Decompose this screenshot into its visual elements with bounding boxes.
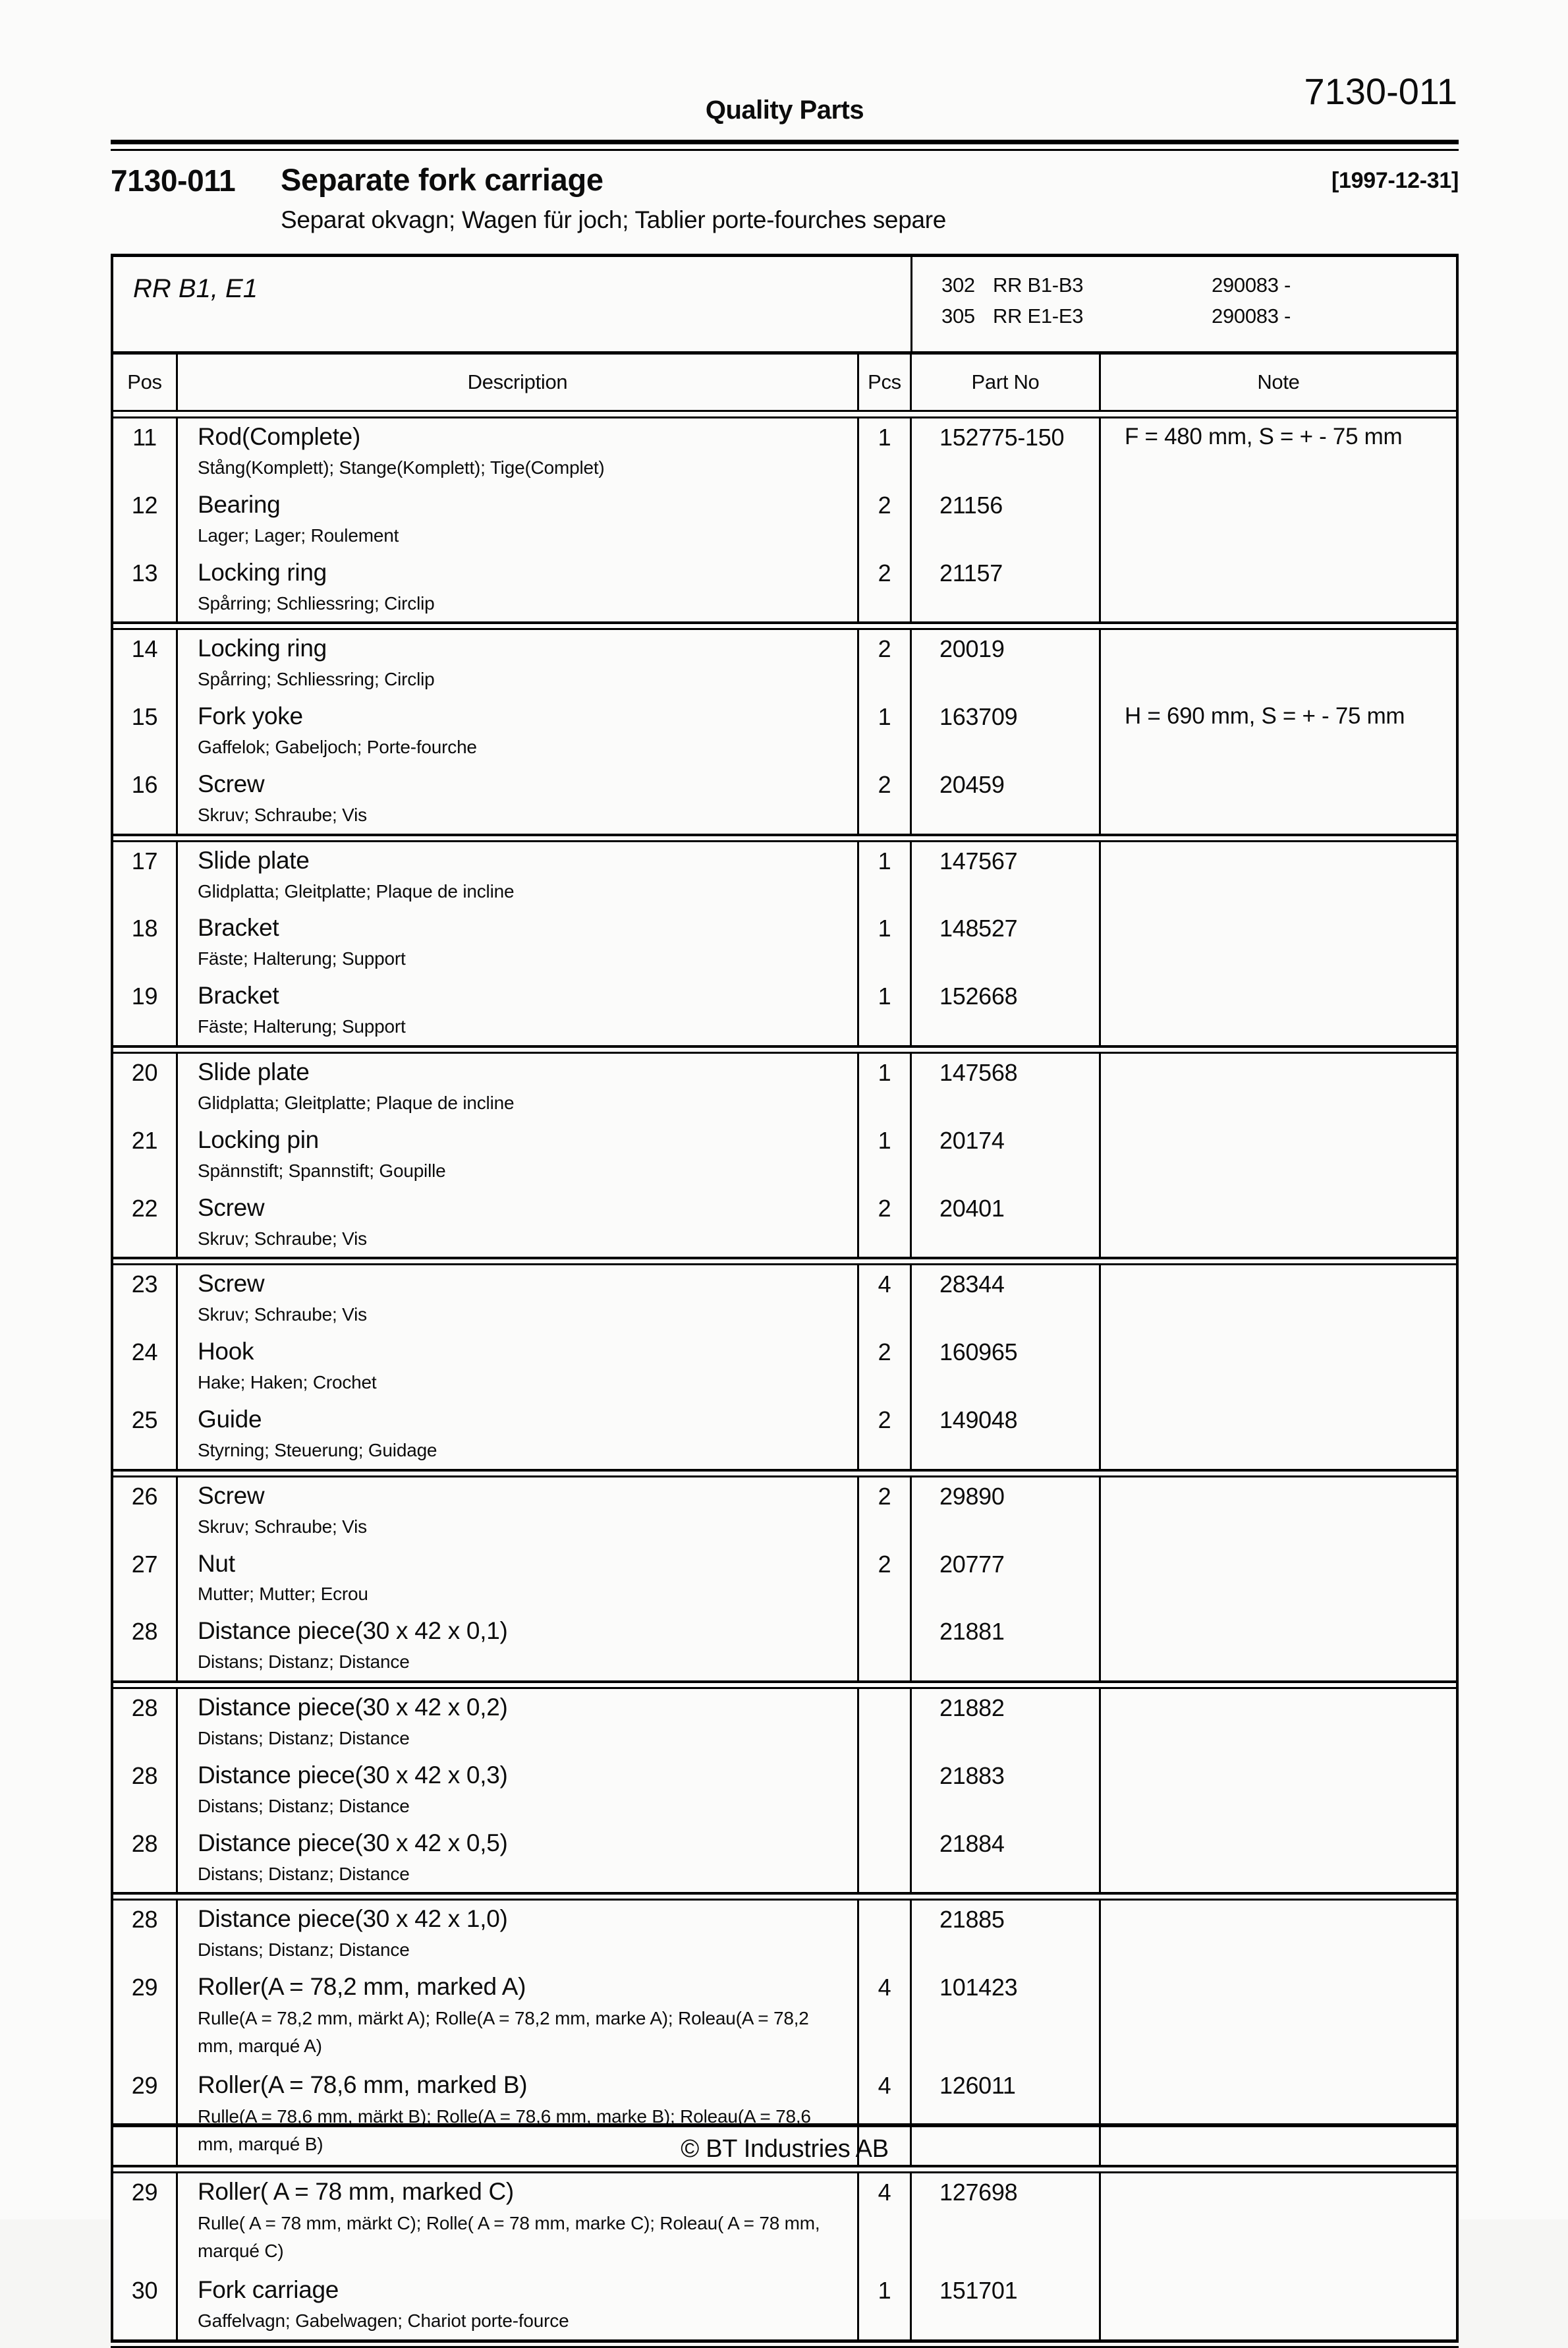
- pcs-cell: 2: [859, 486, 912, 554]
- pcs-cell: 4: [859, 2173, 912, 2272]
- desc-translations: Skruv; Schraube; Vis: [198, 1228, 367, 1249]
- pcs-cell: 1: [859, 1122, 912, 1189]
- note-cell: [1101, 1689, 1456, 1757]
- description-cell: [178, 2173, 859, 2272]
- description-cell: [178, 1545, 859, 1613]
- row-group: [113, 418, 1456, 621]
- pcs-cell: 4: [859, 1265, 912, 1333]
- table-row: [113, 418, 1456, 486]
- pos-cell: 28: [113, 1757, 178, 1825]
- description-cell: [178, 1901, 859, 1968]
- pcs-cell: 1: [859, 418, 912, 486]
- note-cell: [1101, 1054, 1456, 1122]
- part-no-cell: 21885: [912, 1901, 1101, 1968]
- pcs-cell: [859, 1689, 912, 1757]
- pcs-cell: 2: [859, 630, 912, 698]
- desc-translations: Skruv; Schraube; Vis: [198, 1304, 367, 1325]
- part-no-cell: 127698: [912, 2173, 1101, 2272]
- desc-title: Locking ring: [198, 635, 327, 662]
- part-no-cell: 20174: [912, 1122, 1101, 1189]
- description-cell: [178, 2272, 859, 2339]
- row-group: [113, 2173, 1456, 2339]
- note-cell: [1101, 1401, 1456, 1469]
- description-cell: [178, 1825, 859, 1893]
- note-cell: [1101, 766, 1456, 834]
- pcs-cell: [859, 1825, 912, 1893]
- pos-cell: 13: [113, 554, 178, 622]
- desc-title: Screw: [198, 1270, 265, 1298]
- row-group: [113, 1265, 1456, 1468]
- desc-translations: Skruv; Schraube; Vis: [198, 804, 367, 825]
- part-no-cell: 20459: [912, 766, 1101, 834]
- desc-title: Locking pin: [198, 1126, 319, 1153]
- desc-title: Bracket: [198, 982, 279, 1010]
- variant-serial: 290083 -: [1212, 304, 1291, 328]
- table-header-row: [113, 355, 1456, 410]
- header-pcs: Pcs: [859, 355, 912, 410]
- note-cell: [1101, 2173, 1456, 2272]
- pcs-cell: 2: [859, 554, 912, 622]
- desc-title: Roller( A = 78 mm, marked C): [198, 2178, 514, 2206]
- part-no-cell: 21882: [912, 1689, 1101, 1757]
- group-separator: [113, 1680, 1456, 1689]
- desc-title: Bearing: [198, 490, 281, 518]
- desc-translations: Distans; Distanz; Distance: [198, 1863, 410, 1884]
- table-row: [113, 1613, 1456, 1680]
- part-no-cell: 151701: [912, 2272, 1101, 2339]
- model-box: [113, 257, 1456, 355]
- pos-cell: 29: [113, 2067, 178, 2165]
- desc-title: Nut: [198, 1549, 235, 1577]
- desc-title: Guide: [198, 1405, 262, 1433]
- header-pos: Pos: [113, 355, 178, 410]
- model-box-right: [912, 257, 1456, 351]
- part-no-cell: 28344: [912, 1265, 1101, 1333]
- pcs-cell: [859, 1901, 912, 1968]
- pcs-cell: 1: [859, 1054, 912, 1122]
- pos-cell: 28: [113, 1613, 178, 1680]
- description-cell: [178, 766, 859, 834]
- masthead-rule-thick: [111, 140, 1459, 144]
- description-cell: [178, 1757, 859, 1825]
- pcs-cell: 1: [859, 2272, 912, 2339]
- part-no-cell: 20777: [912, 1545, 1101, 1613]
- group-separator: [113, 834, 1456, 842]
- note-cell: [1101, 554, 1456, 622]
- desc-title: Fork carriage: [198, 2276, 339, 2304]
- table-row: [113, 554, 1456, 622]
- model-name: RR B1, E1: [133, 274, 258, 303]
- desc-translations: Gaffelvagn; Gabelwagen; Chariot porte-fource: [198, 2310, 569, 2331]
- desc-title: Distance piece(30 x 42 x 0,5): [198, 1829, 508, 1856]
- desc-translations: Distans; Distanz; Distance: [198, 1795, 410, 1816]
- row-group: [113, 1689, 1456, 1892]
- note-cell: [1101, 1901, 1456, 1968]
- part-no-cell: 149048: [912, 1401, 1101, 1469]
- note-cell: [1101, 1477, 1456, 1545]
- table-row: [113, 1122, 1456, 1189]
- description-cell: [178, 554, 859, 622]
- desc-title: Fork yoke: [198, 702, 303, 730]
- variant-serial: 290083 -: [1212, 273, 1291, 297]
- note-cell: [1101, 630, 1456, 698]
- part-no-cell: 147567: [912, 842, 1101, 910]
- desc-translations: Glidplatta; Gleitplatte; Plaque de incline: [198, 880, 515, 902]
- masthead-rule-gap: [111, 144, 1459, 149]
- note-cell: [1101, 1265, 1456, 1333]
- row-group: [113, 1054, 1456, 1257]
- pcs-cell: 2: [859, 1477, 912, 1545]
- part-no-cell: 163709: [912, 698, 1101, 766]
- table-row: [113, 766, 1456, 834]
- part-no-cell: 21156: [912, 486, 1101, 554]
- pcs-cell: 2: [859, 1333, 912, 1401]
- variant-model: RR B1-B3: [993, 273, 1084, 297]
- part-no-cell: 152668: [912, 977, 1101, 1045]
- note-cell: [1101, 1757, 1456, 1825]
- pos-cell: 30: [113, 2272, 178, 2339]
- description-cell: [178, 1122, 859, 1189]
- pos-cell: 16: [113, 766, 178, 834]
- row-group: [113, 842, 1456, 1045]
- note-cell: [1101, 909, 1456, 977]
- pos-cell: 25: [113, 1401, 178, 1469]
- desc-title: Screw: [198, 1481, 265, 1509]
- pos-cell: 15: [113, 698, 178, 766]
- title-block: [111, 161, 1459, 234]
- pcs-cell: 2: [859, 766, 912, 834]
- desc-title: Bracket: [198, 914, 279, 942]
- model-variant-row: [941, 301, 1456, 332]
- desc-translations: Lager; Lager; Roulement: [198, 525, 399, 546]
- desc-translations: Glidplatta; Gleitplatte; Plaque de incline: [198, 1092, 515, 1113]
- group-separator: [113, 1257, 1456, 1265]
- description-cell: [178, 698, 859, 766]
- pos-cell: 23: [113, 1265, 178, 1333]
- pos-cell: 28: [113, 1689, 178, 1757]
- table-row: [113, 1825, 1456, 1893]
- group-separator: [113, 1045, 1456, 1054]
- description-cell: [178, 1613, 859, 1680]
- group-separator: [113, 621, 1456, 630]
- pcs-cell: 4: [859, 2067, 912, 2165]
- doc-number-header: 7130-011: [1304, 71, 1457, 112]
- part-no-cell: 148527: [912, 909, 1101, 977]
- variant-model: RR E1-E3: [993, 304, 1084, 328]
- table-row: [113, 1968, 1456, 2067]
- description-cell: [178, 1401, 859, 1469]
- pos-cell: 21: [113, 1122, 178, 1189]
- model-box-left: [113, 257, 912, 351]
- pcs-cell: 2: [859, 1545, 912, 1613]
- desc-translations: Mutter; Mutter; Ecrou: [198, 1584, 368, 1605]
- desc-title: Rod(Complete): [198, 423, 360, 450]
- desc-translations: Spårring; Schliessring; Circlip: [198, 669, 435, 690]
- note-cell: [1101, 486, 1456, 554]
- table-body: [113, 418, 1456, 2339]
- table-row: [113, 2272, 1456, 2339]
- desc-translations: Rulle( A = 78 mm, märkt C); Rolle( A = 78 mm, marke C); Roleau( A = 78 mm, marqué C): [198, 2213, 820, 2262]
- pos-cell: 17: [113, 842, 178, 910]
- pos-cell: 22: [113, 1189, 178, 1257]
- description-cell: [178, 630, 859, 698]
- part-no-cell: 21883: [912, 1757, 1101, 1825]
- part-no-cell: 29890: [912, 1477, 1101, 1545]
- table-row: [113, 630, 1456, 698]
- pcs-cell: 4: [859, 1968, 912, 2067]
- description-cell: [178, 1265, 859, 1333]
- desc-title: Locking ring: [198, 558, 327, 586]
- table-row: [113, 909, 1456, 977]
- desc-translations: Spårring; Schliessring; Circlip: [198, 592, 435, 614]
- note-cell: [1101, 977, 1456, 1045]
- pos-cell: 27: [113, 1545, 178, 1613]
- pcs-cell: 1: [859, 977, 912, 1045]
- pcs-cell: 1: [859, 698, 912, 766]
- part-no-cell: 147568: [912, 1054, 1101, 1122]
- group-separator: [113, 1469, 1456, 1477]
- desc-title: Distance piece(30 x 42 x 0,3): [198, 1761, 508, 1789]
- pos-cell: 29: [113, 1968, 178, 2067]
- table-row: [113, 1689, 1456, 1757]
- desc-translations: Skruv; Schraube; Vis: [198, 1516, 367, 1537]
- pos-cell: 20: [113, 1054, 178, 1122]
- variant-code: 305: [941, 304, 975, 328]
- pcs-cell: 1: [859, 909, 912, 977]
- pos-cell: 12: [113, 486, 178, 554]
- description-cell: [178, 842, 859, 910]
- pos-cell: 28: [113, 1901, 178, 1968]
- part-no-cell: 152775-150: [912, 418, 1101, 486]
- description-cell: [178, 418, 859, 486]
- pos-cell: 11: [113, 418, 178, 486]
- desc-translations: Stång(Komplett); Stange(Komplett); Tige(Complet): [198, 457, 605, 478]
- part-no-cell: 21881: [912, 1613, 1101, 1680]
- note-cell: [1101, 1613, 1456, 1680]
- pos-cell: 19: [113, 977, 178, 1045]
- desc-translations: Fäste; Halterung; Support: [198, 948, 406, 969]
- header-part-no: Part No: [912, 355, 1101, 410]
- row-group: [113, 1477, 1456, 1680]
- pcs-cell: 2: [859, 1401, 912, 1469]
- description-cell: [178, 486, 859, 554]
- revision-date: [1997-12-31]: [1331, 168, 1459, 193]
- masthead-rule-thin: [111, 149, 1459, 151]
- desc-title: Distance piece(30 x 42 x 0,2): [198, 1694, 508, 1721]
- desc-translations: Rulle(A = 78,2 mm, märkt A); Rolle(A = 78,2 mm, marke A); Roleau(A = 78,2 mm, marqué A): [198, 2008, 809, 2057]
- part-no-cell: 20019: [912, 630, 1101, 698]
- desc-title: Screw: [198, 1193, 265, 1221]
- table-row: [113, 1189, 1456, 1257]
- desc-translations: Spännstift; Spannstift; Goupille: [198, 1160, 446, 1181]
- masthead: [111, 0, 1459, 140]
- pos-cell: 26: [113, 1477, 178, 1545]
- desc-translations: Styrning; Steuerung; Guidage: [198, 1439, 437, 1460]
- description-cell: [178, 1333, 859, 1401]
- title-translations: Separat okvagn; Wagen für joch; Tablier porte-fourches separe: [281, 206, 947, 233]
- note-cell: [1101, 1825, 1456, 1893]
- model-variant-row: [941, 270, 1456, 301]
- note-cell: [1101, 1545, 1456, 1613]
- footer-rule: [111, 2123, 1459, 2127]
- row-group: [113, 630, 1456, 833]
- table-row: [113, 842, 1456, 910]
- table-bottom-rule: [111, 2346, 1459, 2348]
- pcs-cell: 1: [859, 842, 912, 910]
- note-cell: [1101, 1333, 1456, 1401]
- note-cell: [1101, 2272, 1456, 2339]
- note-cell: F = 480 mm, S = + - 75 mm: [1125, 424, 1403, 449]
- table-row: [113, 977, 1456, 1045]
- table-row: [113, 2173, 1456, 2272]
- table-row: [113, 698, 1456, 766]
- table-row: [113, 1757, 1456, 1825]
- description-cell: [178, 1054, 859, 1122]
- desc-title: Screw: [198, 770, 265, 797]
- header-note: Note: [1257, 370, 1300, 393]
- description-cell: [178, 1477, 859, 1545]
- table-row: [113, 486, 1456, 554]
- note-cell: [1101, 1122, 1456, 1189]
- part-no-cell: 21884: [912, 1825, 1101, 1893]
- note-cell: H = 690 mm, S = + - 75 mm: [1125, 703, 1405, 730]
- desc-title: Distance piece(30 x 42 x 0,1): [198, 1617, 508, 1645]
- parts-table: [111, 254, 1459, 2343]
- pos-cell: 28: [113, 1825, 178, 1893]
- document-code: 7130-011: [111, 163, 236, 198]
- description-cell: [178, 977, 859, 1045]
- brand-title: Quality Parts: [705, 96, 864, 125]
- desc-title: Slide plate: [198, 1058, 310, 1086]
- table-row: [113, 1477, 1456, 1545]
- desc-title: Hook: [198, 1338, 254, 1365]
- part-no-cell: 21157: [912, 554, 1101, 622]
- description-cell: [178, 1689, 859, 1757]
- note-cell: [1101, 842, 1456, 910]
- desc-title: Slide plate: [198, 846, 310, 874]
- page-footer: [111, 2123, 1459, 2163]
- desc-translations: Distans; Distanz; Distance: [198, 1728, 410, 1749]
- table-row: [113, 1054, 1456, 1122]
- variant-code: 302: [941, 273, 975, 297]
- pcs-cell: 2: [859, 1189, 912, 1257]
- desc-translations: Rulle(A = 78,6 mm, märkt B); Rolle(A = 78,6 mm, marke B); Roleau(A = 78,6 mm, marqué B): [198, 2106, 811, 2155]
- group-separator: [113, 1892, 1456, 1901]
- page-title: Separate fork carriage: [281, 162, 603, 197]
- pos-cell: 29: [113, 2173, 178, 2272]
- header-description: Description: [178, 355, 859, 410]
- desc-translations: Distans; Distanz; Distance: [198, 1651, 410, 1673]
- footer-copyright: © BT Industries AB: [681, 2135, 889, 2163]
- pos-cell: 18: [113, 909, 178, 977]
- table-row: [113, 1333, 1456, 1401]
- part-no-cell: 20401: [912, 1189, 1101, 1257]
- desc-translations: Distans; Distanz; Distance: [198, 1939, 410, 1961]
- table-row: [113, 1901, 1456, 1968]
- desc-translations: Gaffelok; Gabeljoch; Porte-fourche: [198, 737, 477, 758]
- table-row: [113, 1265, 1456, 1333]
- group-separator: [113, 2165, 1456, 2173]
- table-row: [113, 1401, 1456, 1469]
- pcs-cell: [859, 1757, 912, 1825]
- pos-cell: 24: [113, 1333, 178, 1401]
- pos-cell: 14: [113, 630, 178, 698]
- note-cell: [1101, 1968, 1456, 2067]
- desc-title: Distance piece(30 x 42 x 1,0): [198, 1905, 508, 1933]
- part-no-cell: 160965: [912, 1333, 1101, 1401]
- part-no-cell: 101423: [912, 1968, 1101, 2067]
- table-row: [113, 1545, 1456, 1613]
- desc-title: Roller(A = 78,2 mm, marked A): [198, 1973, 526, 2001]
- description-cell: [178, 1968, 859, 2067]
- description-cell: [178, 1189, 859, 1257]
- header-separator: [113, 410, 1456, 418]
- pcs-cell: [859, 1613, 912, 1680]
- desc-translations: Hake; Haken; Crochet: [198, 1372, 377, 1393]
- description-cell: [178, 909, 859, 977]
- desc-title: Roller(A = 78,6 mm, marked B): [198, 2071, 528, 2099]
- part-no-cell: 126011: [912, 2067, 1101, 2165]
- note-cell: [1101, 1189, 1456, 1257]
- desc-translations: Fäste; Halterung; Support: [198, 1016, 406, 1037]
